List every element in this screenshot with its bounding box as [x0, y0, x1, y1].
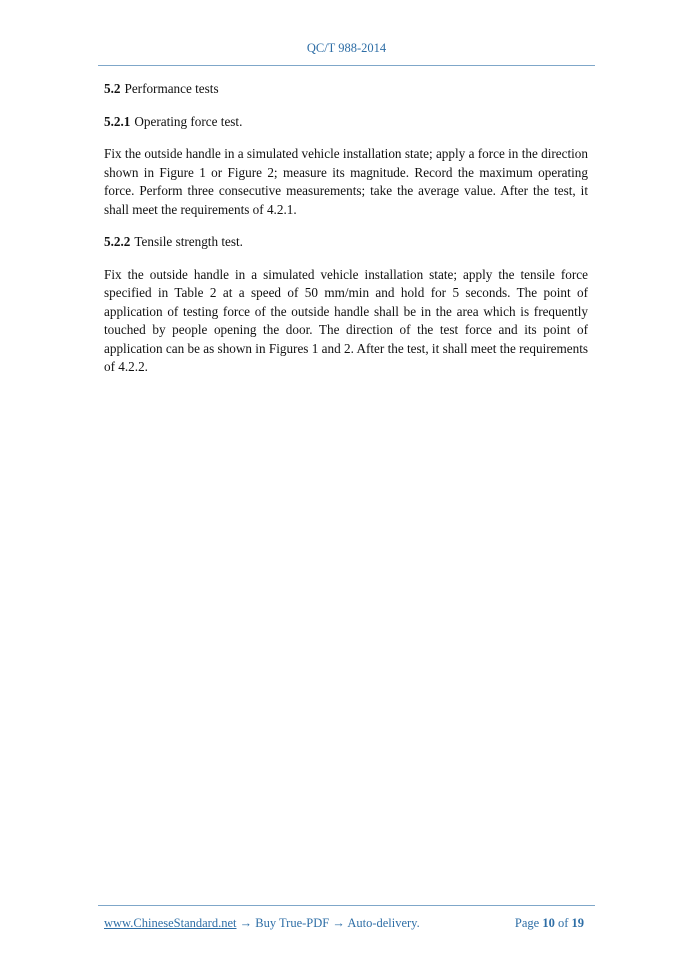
site-link[interactable]: www.ChineseStandard.net: [104, 916, 237, 930]
section-number: 5.2.1: [104, 113, 131, 129]
header-divider: [98, 65, 595, 66]
section-heading-5-2-2: [104, 233, 588, 252]
paragraph-operating-force: Fix the outside handle in a simulated vehicle installation state; apply a force in the direction shown in Figure 1 or Figure 2; measure its magnitude. Record the maximum operating force. Perform three consecutive measurements; take the average value. After the test, it shall meet the requirements of 4.2.1.: [104, 146, 588, 217]
paragraph-tensile-strength: Fix the outside handle in a simulated vehicle installation state; apply the tensile force specified in Table 2 at a speed of 50 mm/min and hold for 5 seconds. The point of application of testing force of the outside handle shall be in the area which is frequently touched by people opening the door. The direction of the test force and its point of application can be as shown in Figures 1 and 2. After the test, it shall meet the requirements of 4.2.2.: [104, 266, 588, 374]
of-label: of: [557, 916, 569, 930]
document-code-header: QC/T 988-2014: [306, 41, 387, 55]
section-number: 5.2: [104, 81, 121, 96]
page-indicator: [515, 916, 584, 931]
section-title: Performance tests: [124, 81, 219, 96]
current-page-number: 10: [542, 916, 555, 930]
arrow-right-icon: →: [332, 916, 345, 930]
auto-delivery-text: Auto-delivery.: [347, 916, 420, 930]
section-title: Operating force test.: [134, 113, 243, 129]
section-title: Tensile strength test.: [134, 234, 243, 249]
section-number: 5.2.2: [104, 234, 131, 249]
section-heading-5-2-1: [104, 113, 588, 132]
buy-true-pdf-link[interactable]: Buy True-PDF: [255, 916, 330, 930]
page-label: Page: [514, 916, 540, 930]
document-body: [104, 80, 588, 391]
total-pages-number: 19: [571, 916, 584, 930]
footer-divider: [98, 905, 595, 906]
section-heading-5-2: [104, 80, 588, 99]
footer-promo: [104, 916, 420, 931]
arrow-right-icon: →: [239, 916, 253, 930]
